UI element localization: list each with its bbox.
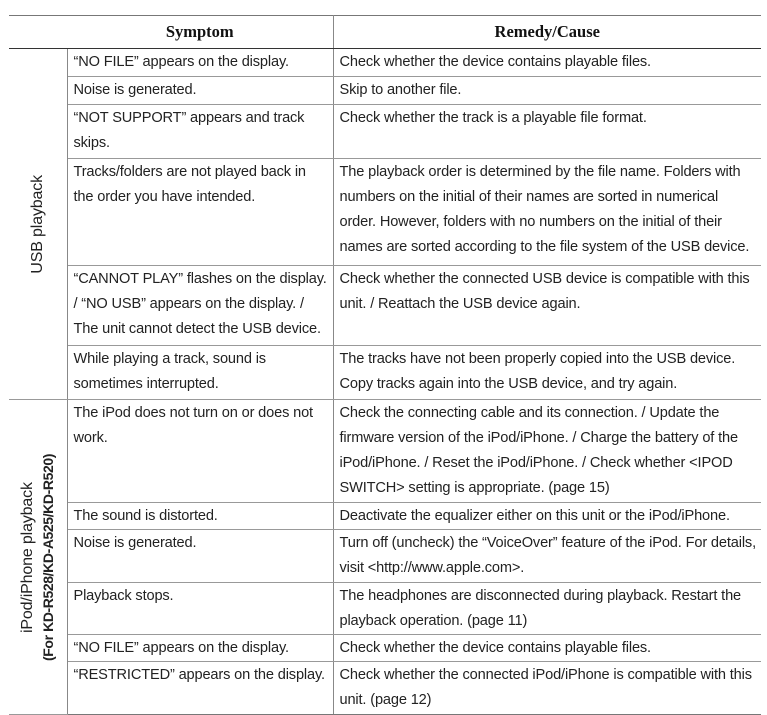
- symptom-cell: While playing a track, sound is sometimes interrupted.: [67, 345, 333, 399]
- symptom-cell: Tracks/folders are not played back in the order you have intended.: [67, 159, 333, 265]
- category-cell-usb: [9, 49, 67, 400]
- symptom-cell: “RESTRICTED” appears on the display.: [67, 662, 333, 715]
- symptom-cell: Noise is generated.: [67, 77, 333, 105]
- remedy-cell: Check whether the connected iPod/iPhone is compatible with this unit. (page 12): [333, 662, 761, 715]
- table-row: [9, 265, 761, 345]
- table-row: [9, 635, 761, 662]
- remedy-cell: Check whether the device contains playable files.: [333, 635, 761, 662]
- remedy-cell: The headphones are disconnected during playback. Restart the playback operation. (page 11): [333, 582, 761, 635]
- remedy-cell: The playback order is determined by the file name. Folders with numbers on the initial of their names are sorted in numerical order. However, folders with no numbers on the initial of their names are sorted according to the file system of the USB device.: [333, 159, 761, 265]
- table-row: [9, 400, 761, 503]
- table-row: [9, 502, 761, 529]
- remedy-cell: Check the connecting cable and its connection. / Update the firmware version of the iPod/iPhone. / Charge the battery of the iPod/iPhone. / Reset the iPod/iPhone. / Check whether <IPOD SWITCH> setting is appropriate. (page 15): [333, 400, 761, 503]
- remedy-header: Remedy/Cause: [333, 16, 761, 49]
- category-header: [9, 16, 67, 49]
- remedy-cell: Check whether the device contains playable files.: [333, 49, 761, 77]
- category-label: [18, 454, 58, 661]
- category-label: [28, 175, 48, 274]
- table-row: [9, 159, 761, 265]
- table-row: [9, 582, 761, 635]
- table-row: [9, 530, 761, 583]
- table-row: [9, 105, 761, 159]
- symptom-cell: The iPod does not turn on or does not work.: [67, 400, 333, 503]
- remedy-cell: Turn off (uncheck) the “VoiceOver” feature of the iPod. For details, visit <http://www.apple.com>.: [333, 530, 761, 583]
- table-row: [9, 49, 761, 77]
- symptom-header: Symptom: [67, 16, 333, 49]
- category-title: iPod/iPhone playback: [18, 481, 36, 633]
- remedy-cell: Check whether the connected USB device is compatible with this unit. / Reattach the USB device again.: [333, 265, 761, 345]
- header-row: [9, 16, 761, 49]
- symptom-cell: “NOT SUPPORT” appears and track skips.: [67, 105, 333, 159]
- category-cell-ipod: [9, 400, 67, 715]
- symptom-cell: Playback stops.: [67, 582, 333, 635]
- table-row: [9, 345, 761, 399]
- symptom-cell: “CANNOT PLAY” flashes on the display. / “NO USB” appears on the display. / The unit cannot detect the USB device.: [67, 265, 333, 345]
- remedy-cell: Skip to another file.: [333, 77, 761, 105]
- symptom-cell: The sound is distorted.: [67, 502, 333, 529]
- symptom-cell: Noise is generated.: [67, 530, 333, 583]
- table-row: [9, 77, 761, 105]
- symptom-cell: “NO FILE” appears on the display.: [67, 49, 333, 77]
- symptom-cell: “NO FILE” appears on the display.: [67, 635, 333, 662]
- category-note: (For KD-R528/KD-A525/KD-R520): [39, 453, 56, 661]
- table-row: [9, 662, 761, 715]
- remedy-cell: Deactivate the equalizer either on this unit or the iPod/iPhone.: [333, 502, 761, 529]
- remedy-cell: Check whether the track is a playable file format.: [333, 105, 761, 159]
- category-title: USB playback: [28, 174, 46, 274]
- remedy-cell: The tracks have not been properly copied into the USB device. Copy tracks again into the USB device, and try again.: [333, 345, 761, 399]
- troubleshooting-table: [9, 15, 761, 715]
